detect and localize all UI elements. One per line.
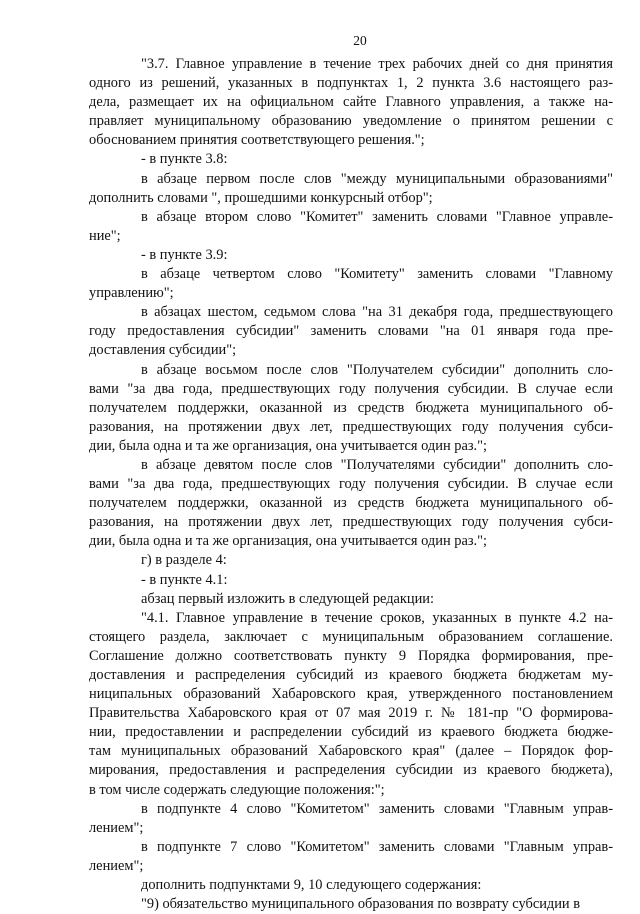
paragraph: [89, 246, 613, 265]
paragraph: [89, 876, 613, 895]
paragraph: [89, 800, 613, 838]
text-line: лением";: [89, 857, 144, 874]
text-line: г) в разделе 4:: [141, 552, 227, 569]
text-line: дополнить словами ", прошедшими конкурсный отбор";: [89, 189, 433, 206]
text-line: дии, была одна и та же организация, она учитывается один раз.";: [89, 533, 487, 550]
paragraph: [89, 150, 613, 169]
text-line: "9) обязательство муниципального образования по возврату субсидии в: [141, 896, 581, 913]
paragraph: [89, 361, 613, 456]
text-line: в абзаце восьмом после слов "Получателем субсидии" дополнить сло-: [141, 361, 613, 378]
paragraph: [89, 208, 613, 246]
paragraph: [89, 590, 613, 609]
text-line: ние";: [89, 227, 121, 244]
text-line: - в пункте 3.8:: [141, 151, 228, 168]
text-line: доставления и распределения субсидий из краевого бюджета бюджетам му-: [89, 667, 613, 683]
text-line: дела, размещает их на официальном сайте Главного управления, а также на-: [89, 94, 613, 111]
text-line: дии, была одна и та же организация, она учитывается один раз.";: [89, 437, 487, 454]
text-line: в том числе содержать следующие положения:";: [89, 781, 385, 798]
text-line: в подпункте 7 слово "Комитетом" заменить словами "Главным управ-: [141, 838, 613, 855]
text-line: доставления субсидии";: [89, 342, 237, 359]
text-line: вами "за два года, предшествующих году получения субсидии. В случае если: [89, 380, 613, 397]
text-line: нии, предоставлении и распределении субсидий из краевого бюджета бюдже-: [89, 724, 613, 741]
text-line: ниципальных образований Хабаровского края, утвержденного постановлением: [89, 686, 613, 703]
text-line: лением";: [89, 819, 144, 836]
text-line: абзац первый изложить в следующей редакции:: [141, 590, 435, 607]
text-line: разования, на протяжении двух лет, предшествующих году получения субси-: [89, 514, 613, 531]
text-line: в абзацах шестом, седьмом слова "на 31 декабря года, предшествующего: [141, 304, 613, 321]
text-line: - в пункте 3.9:: [141, 246, 228, 263]
text-line: стоящего раздела, заключает с муниципальным образованием соглашение.: [89, 628, 613, 645]
paragraph: [89, 55, 613, 150]
paragraph: [89, 265, 613, 303]
text-line: "3.7. Главное управление в течение трех рабочих дней со дня принятия: [141, 56, 613, 72]
text-line: мирования, предоставления и распределения субсидии из краевого бюджета),: [89, 762, 613, 779]
text-line: в подпункте 4 слово "Комитетом" заменить словами "Главным управ-: [141, 800, 613, 817]
text-line: обоснованием принятия соответствующего решения.";: [89, 132, 425, 149]
text-line: Правительства Хабаровского края от 07 мая 2019 г. № 181-пр "О формирова-: [89, 705, 613, 722]
text-line: одного из решений, указанных в подпунктах 1, 2 пункта 3.6 настоящего раз-: [89, 75, 613, 92]
paragraph: [89, 303, 613, 360]
text-line: там муниципальных образований Хабаровского края" (далее – Порядок фор-: [89, 743, 613, 760]
text-line: "4.1. Главное управление в течение сроков, указанных в пункте 4.2 на-: [141, 609, 613, 626]
text-line: управлению";: [89, 285, 174, 302]
text-line: дополнить подпунктами 9, 10 следующего содержания:: [141, 877, 482, 894]
text-line: в абзаце втором слово "Комитет" заменить словами "Главное управле-: [141, 208, 613, 225]
paragraph: [89, 456, 613, 551]
paragraph: [89, 609, 613, 800]
text-line: получателем поддержки, оказанной из средств бюджета муниципального об-: [89, 495, 613, 512]
text-line: Соглашение должно соответствовать пункту 9 Порядка формирования, пре-: [89, 647, 613, 664]
paragraph: [89, 551, 613, 570]
text-line: правляет муниципальному образованию уведомление о принятом решении с: [89, 113, 613, 130]
paragraph: [89, 838, 613, 876]
paragraph: [89, 170, 613, 208]
text-line: в абзаце девятом после слов "Получателями субсидии" дополнить сло-: [141, 456, 613, 473]
text-line: в абзаце четвертом слово "Комитету" заменить словами "Главному: [141, 266, 613, 283]
text-line: получателем поддержки, оказанной из средств бюджета муниципального об-: [89, 399, 613, 416]
paragraph: [89, 571, 613, 590]
text-line: году предоставления субсидии" заменить словами "на 01 января года пре-: [89, 323, 613, 340]
text-line: вами "за два года, предшествующих году получения субсидии. В случае если: [89, 476, 613, 493]
page-number: 20: [353, 33, 367, 48]
text-line: в абзаце первом после слов "между муниципальными образованиями": [141, 170, 613, 187]
document-body: [89, 55, 613, 914]
text-line: разования, на протяжении двух лет, предшествующих году получения субси-: [89, 418, 613, 435]
text-line: - в пункте 4.1:: [141, 571, 228, 588]
